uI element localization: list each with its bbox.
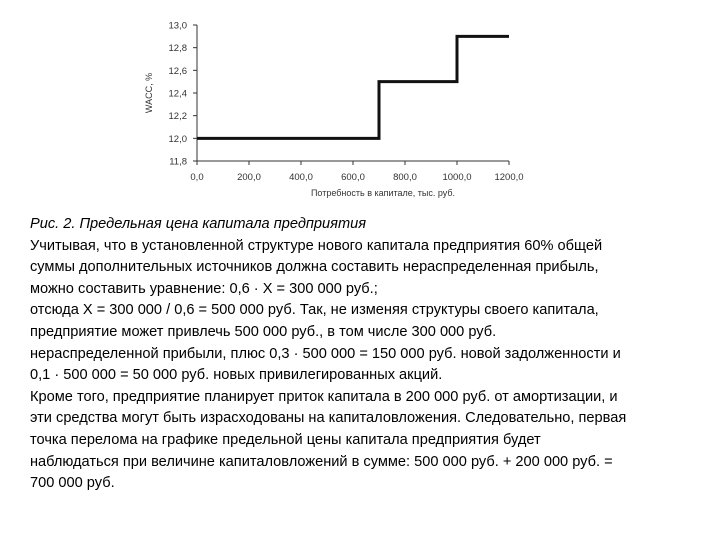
y-tick-label: 13,0 bbox=[168, 20, 187, 32]
x-tick-label: 200,0 bbox=[237, 172, 261, 183]
x-tick-label: 1200,0 bbox=[494, 172, 524, 183]
text-line-10: точка перелома на графике предельной цены капитала предприятия будет bbox=[30, 431, 541, 448]
y-tick-label: 11,8 bbox=[169, 156, 187, 168]
x-ticks bbox=[190, 161, 523, 183]
text-block bbox=[30, 214, 702, 495]
wacc-step-line bbox=[197, 36, 509, 138]
text-line-8: Кроме того, предприятие планирует приток капитала в 200 000 руб. от амортизации, и bbox=[30, 388, 618, 405]
text-line-2: суммы дополнительных источников должна составить нераспределенная прибыль, bbox=[30, 259, 599, 276]
text-line-11: наблюдаться при величине капиталовложений в сумме: 500 000 руб. + 200 000 руб. = bbox=[30, 453, 613, 470]
wacc-step-chart bbox=[0, 0, 720, 210]
text-line-1: Учитывая, что в установленной структуре нового капитала предприятия 60% общей bbox=[30, 237, 603, 254]
x-tick-label: 800,0 bbox=[393, 172, 417, 183]
text-line-6: нераспределенной прибыли, плюс 0,3 · 500 000 = 150 000 руб. новой задолженности и bbox=[30, 345, 621, 362]
series-layer bbox=[197, 36, 509, 138]
y-tick-label: 12,4 bbox=[168, 88, 187, 100]
y-tick-label: 12,8 bbox=[168, 43, 187, 55]
y-tick-label: 12,2 bbox=[168, 111, 187, 123]
text-line-5: предприятие может привлечь 500 000 руб., в том числе 300 000 руб. bbox=[30, 323, 497, 340]
y-ticks bbox=[169, 21, 198, 168]
x-tick-label: 0,0 bbox=[190, 172, 204, 183]
x-tick-label: 400,0 bbox=[289, 172, 313, 183]
x-tick-label: 600,0 bbox=[341, 172, 365, 183]
axes bbox=[197, 25, 509, 161]
text-line-12: 700 000 руб. bbox=[30, 475, 115, 492]
text-line-7: 0,1 · 500 000 = 50 000 руб. новых привилегированных акций. bbox=[30, 367, 443, 384]
x-axis-label: Потребность в капитале, тыс. руб. bbox=[310, 188, 456, 198]
y-axis-label: WACC, % bbox=[144, 72, 154, 114]
text-line-4: отсюда X = 300 000 / 0,6 = 500 000 руб. Так, не изменяя структуры своего капитала, bbox=[30, 302, 599, 319]
x-tick-label: 1000,0 bbox=[442, 172, 472, 183]
figure-caption: Рис. 2. Предельная цена капитала предприятия bbox=[30, 216, 367, 232]
text-line-9: эти средства могут быть израсходованы на капиталовложения. Следовательно, первая bbox=[30, 410, 627, 427]
text-line-3: можно составить уравнение: 0,6 · X = 300 000 руб.; bbox=[30, 280, 378, 297]
y-tick-label: 12,0 bbox=[168, 133, 187, 145]
chart-area bbox=[0, 0, 720, 210]
y-tick-label: 12,6 bbox=[168, 65, 187, 77]
